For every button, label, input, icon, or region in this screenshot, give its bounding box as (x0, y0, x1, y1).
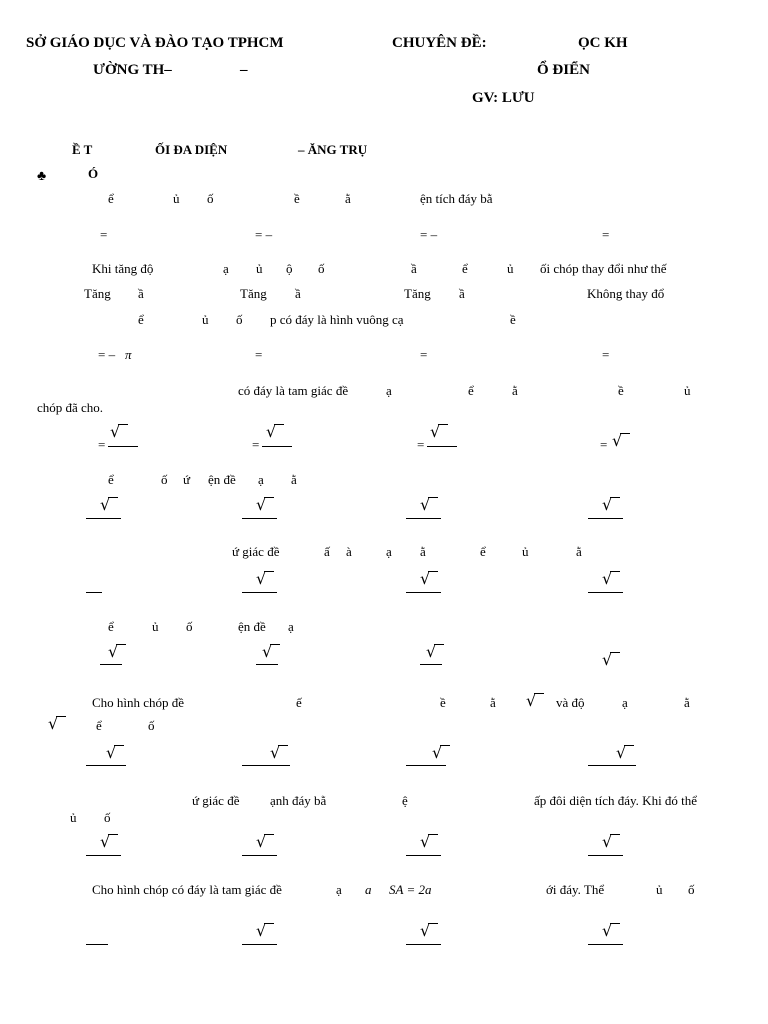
sqrt-icon: √ (270, 743, 281, 762)
q5-text-a: ể (108, 472, 114, 487)
answer-line (86, 855, 121, 856)
q2-text-b: ạ (223, 261, 229, 276)
sqrt-icon: √ (426, 642, 437, 661)
topic-value: ỌC KH (578, 35, 628, 51)
answer-line (242, 855, 277, 856)
sqrt-icon: √ (526, 691, 537, 710)
answer-line (588, 765, 636, 766)
sqrt-icon: √ (430, 422, 441, 441)
q8-text-h: ể (96, 718, 102, 733)
q8-text-d: ằ (490, 695, 496, 710)
q3-option-d: = (602, 347, 610, 362)
q6-text-c: à (346, 544, 352, 559)
q1-text-b: ủ (173, 191, 180, 206)
sqrt-icon: √ (100, 495, 111, 514)
sqrt-icon: √ (108, 642, 119, 661)
sqrt-icon: √ (100, 832, 111, 851)
q1-option-c: = – (420, 227, 438, 242)
sqrt-icon: √ (602, 569, 613, 588)
sqrt-icon: √ (602, 921, 613, 940)
q2-text-e: ố (318, 261, 325, 276)
q5-text-e: ạ (258, 472, 264, 487)
q4-option-b: = (252, 437, 260, 452)
answer-line (406, 765, 446, 766)
q1-text-f: ện tích đáy bằ (420, 191, 493, 206)
school-name: SỞ GIÁO DỤC VÀ ĐÀO TẠO TPHCM (26, 35, 284, 51)
q8-text-c: ề (440, 695, 446, 710)
sqrt-icon: √ (612, 431, 623, 450)
q5-text-b: ố (161, 472, 168, 487)
q10-var-a: a (365, 882, 372, 897)
q4-option-c: = (417, 437, 425, 452)
answer-line (86, 518, 121, 519)
q6-text-a: ứ giác đề (232, 544, 280, 559)
sqrt-icon: √ (602, 832, 613, 851)
q2-option-c-tail: ầ (459, 286, 465, 301)
q4-text-d: ằ (512, 383, 518, 398)
q2-text-a: Khi tăng độ (92, 261, 154, 276)
q10-equation: SA = 2a (389, 882, 432, 897)
q4-text-b: ạ (386, 383, 392, 398)
q3-text-a: ể (138, 312, 144, 327)
q10-text-a: Cho hình chóp có đáy là tam giác đề (92, 882, 282, 897)
section-title-b: ỐI ĐA DIỆN (155, 142, 228, 157)
teacher-name: GV: LƯU (472, 90, 535, 106)
q3-option-a-pi: π (125, 347, 132, 362)
answer-line (406, 592, 441, 593)
q4-text-a: có đáy là tam giác đề (238, 383, 349, 398)
answer-line (86, 944, 108, 945)
q6-text-f: ể (480, 544, 486, 559)
answer-line (86, 765, 126, 766)
q3-option-c: = (420, 347, 428, 362)
q3-option-b: = (255, 347, 263, 362)
q2-option-c: Tăng (404, 286, 431, 301)
answer-line (242, 518, 277, 519)
fraction-bar (108, 446, 138, 447)
sqrt-icon: √ (262, 642, 273, 661)
q10-text-g: ố (688, 882, 695, 897)
school-line2: ƯỜNG TH– (93, 62, 172, 78)
sqrt-icon: √ (602, 650, 613, 669)
sqrt-icon: √ (420, 832, 431, 851)
fraction-bar (420, 664, 442, 665)
q2-text-g: ể (462, 261, 468, 276)
q1-text-c: ố (207, 191, 214, 206)
sqrt-icon: √ (602, 495, 613, 514)
q5-text-c: ứ (183, 472, 191, 487)
sqrt-icon: √ (256, 569, 267, 588)
sqrt-icon: √ (432, 743, 443, 762)
q5-text-f: ằ (291, 472, 297, 487)
fraction-bar (256, 664, 278, 665)
fraction-bar (262, 446, 292, 447)
q1-text-e: ằ (345, 191, 351, 206)
sqrt-icon: √ (106, 743, 117, 762)
topic-label: CHUYÊN ĐỀ: (392, 35, 487, 51)
q8-text-i: ố (148, 718, 155, 733)
answer-line (242, 592, 277, 593)
q2-option-b: Tăng (240, 286, 267, 301)
q10-text-b: ạ (336, 882, 342, 897)
answer-line (588, 592, 623, 593)
answer-line (406, 855, 441, 856)
sqrt-icon: √ (256, 495, 267, 514)
answer-line (588, 944, 623, 945)
answer-line (588, 518, 623, 519)
sqrt-icon: √ (420, 569, 431, 588)
q2-text-h: ủ (507, 261, 514, 276)
q8-text-b: ế (296, 695, 302, 710)
q7-text-d: ện đề (238, 619, 266, 634)
q9-text-c: ệ (402, 793, 408, 808)
q3-text-e: ề (510, 312, 516, 327)
q2-option-a: Tăng (84, 286, 111, 301)
q9-text-a: ứ giác đề (192, 793, 240, 808)
answer-line (242, 944, 277, 945)
answer-line (242, 765, 290, 766)
q3-text-c: ố (236, 312, 243, 327)
q6-text-b: ấ (324, 544, 330, 559)
q4-text-e: ề (618, 383, 624, 398)
q7-text-e: ạ (288, 619, 294, 634)
q7-text-b: ủ (152, 619, 159, 634)
q6-text-h: ằ (576, 544, 582, 559)
q5-text-d: ện đề (208, 472, 236, 487)
q1-text-a: ể (108, 191, 114, 206)
answer-line (588, 855, 623, 856)
q2-text-c: ủ (256, 261, 263, 276)
sqrt-icon: √ (256, 832, 267, 851)
q3-text-b: ủ (202, 312, 209, 327)
q6-text-d: ạ (386, 544, 392, 559)
q9-text-f: ố (104, 810, 111, 825)
q6-text-e: ằ (420, 544, 426, 559)
q9-text-e: ủ (70, 810, 77, 825)
sqrt-icon: √ (420, 921, 431, 940)
fraction-bar (427, 446, 457, 447)
answer-line (406, 944, 441, 945)
q10-text-f: ủ (656, 882, 663, 897)
q10-text-e: ới đáy. Thể (546, 882, 605, 897)
topic-line2: Ổ ĐIỂN (537, 62, 590, 78)
q4-text-c: ể (468, 383, 474, 398)
q2-text-i: ối chóp thay đổi như thế (540, 261, 667, 276)
q6-text-g: ủ (522, 544, 529, 559)
answer-line (406, 518, 441, 519)
q3-text-d: p có đáy là hình vuông cạ (270, 312, 404, 327)
sqrt-icon: √ (420, 495, 431, 514)
sqrt-icon: √ (616, 743, 627, 762)
club-icon: ♣ (37, 169, 47, 184)
sqrt-icon: √ (266, 422, 277, 441)
q2-option-a-tail: ầ (138, 286, 144, 301)
q8-text-a: Cho hình chóp đề (92, 695, 185, 710)
q4-option-d: = (600, 437, 608, 452)
q4-text-g: chóp đã cho. (37, 400, 104, 415)
q1-text-d: ề (294, 191, 300, 206)
section-title-a: Ề T (72, 142, 93, 157)
q4-text-f: ủ (684, 383, 691, 398)
fraction-bar (100, 664, 122, 665)
answer-line (86, 592, 102, 593)
q7-text-a: ể (108, 619, 114, 634)
q2-option-d: Không thay đổ (587, 286, 665, 301)
sqrt-icon: √ (256, 921, 267, 940)
section-sub: Ó (88, 166, 99, 181)
section-title-c: – ĂNG TRỤ (298, 142, 368, 157)
q8-text-e: và độ (556, 695, 585, 710)
q1-option-a: = (100, 227, 108, 242)
sqrt-icon: √ (48, 714, 59, 733)
sqrt-icon: √ (110, 422, 121, 441)
q9-text-d: ấp đôi diện tích đáy. Khi đó thể (534, 793, 698, 808)
q1-option-d: = (602, 227, 610, 242)
q7-text-c: ố (186, 619, 193, 634)
q4-option-a: = (98, 437, 106, 452)
q2-option-b-tail: ầ (295, 286, 301, 301)
q3-option-a: = – (98, 347, 116, 362)
q1-option-b: = – (255, 227, 273, 242)
q8-text-g: ằ (684, 695, 690, 710)
q9-text-b: ạnh đáy bằ (270, 793, 327, 808)
q2-text-d: ộ (286, 261, 293, 276)
header-dash: – (240, 62, 248, 78)
q2-text-f: ầ (411, 261, 417, 276)
q8-text-f: ạ (622, 695, 628, 710)
